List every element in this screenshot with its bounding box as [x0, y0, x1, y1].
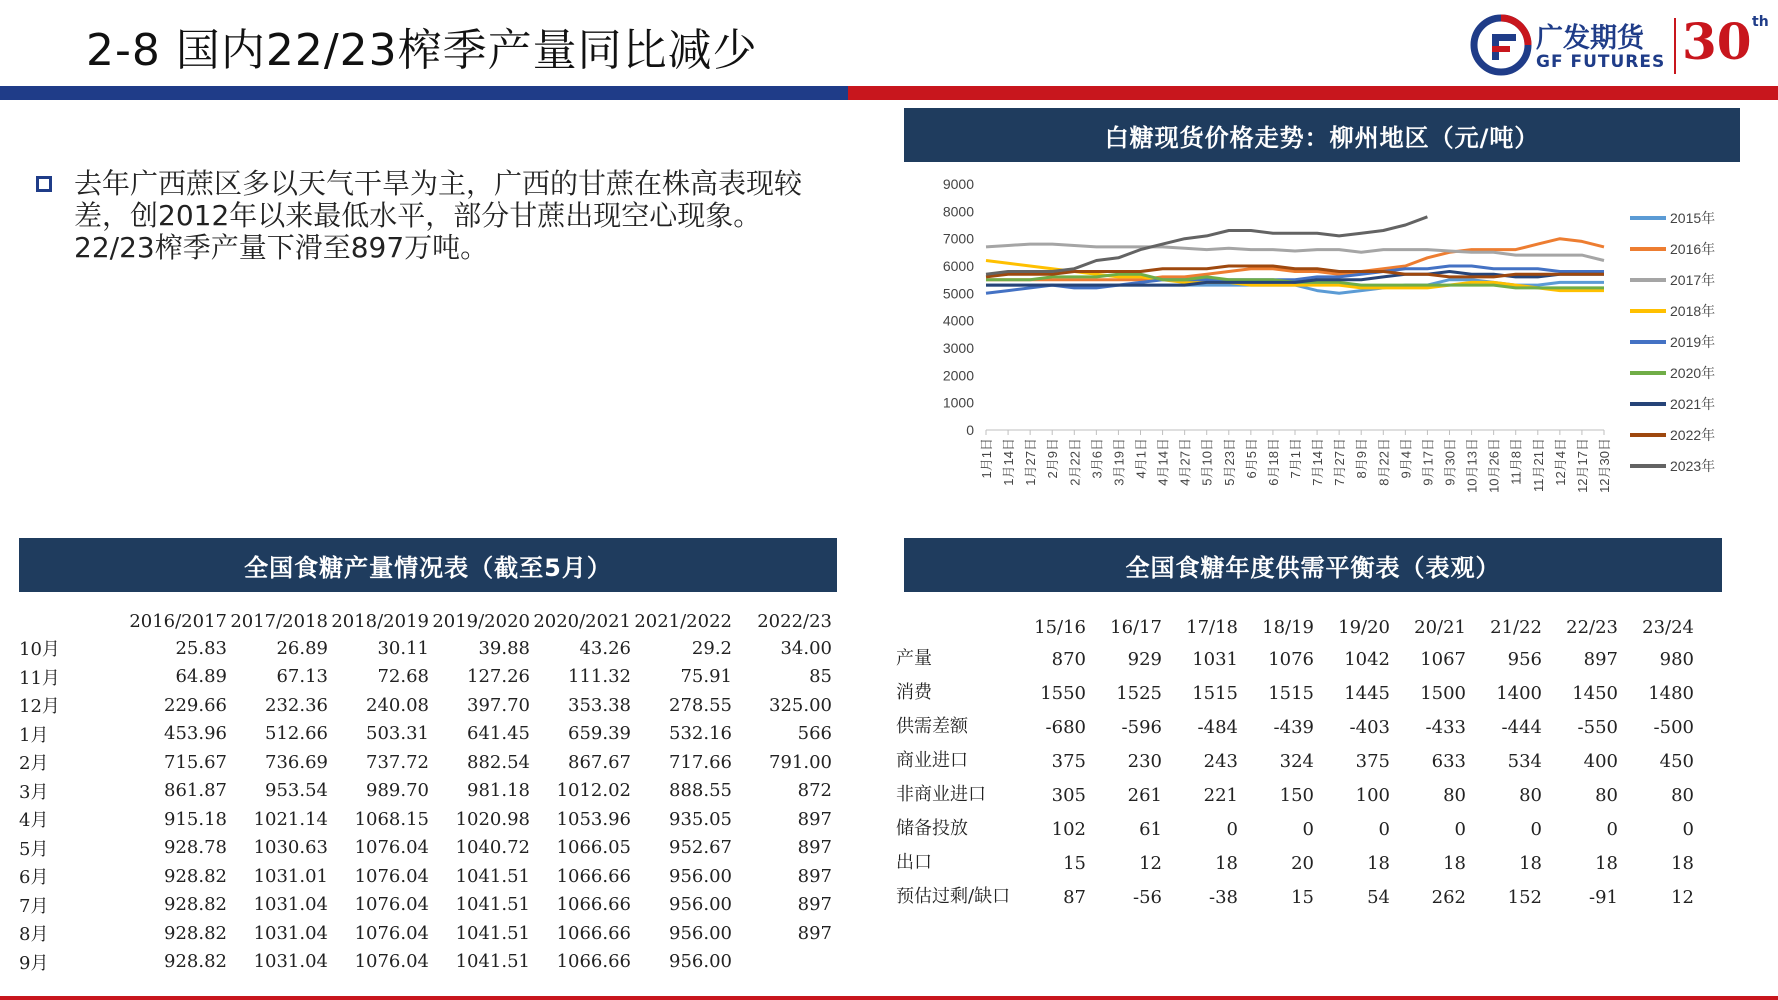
legend-label: 2016年: [1670, 241, 1716, 257]
table-cell: 0: [1530, 818, 1542, 840]
table-cell: 15: [1063, 852, 1086, 874]
balance-column-header: 16/17: [1110, 616, 1162, 638]
table-cell: 1480: [1648, 682, 1694, 704]
production-table-title: 全国食糖产量情况表（截至5月）: [19, 538, 837, 592]
table-cell: 34.00: [780, 637, 832, 659]
table-cell: 18: [1671, 852, 1694, 874]
table-cell: 897: [797, 922, 832, 944]
x-tick-label: 1月14日: [1001, 438, 1017, 486]
row-label: 商业进口: [896, 750, 968, 771]
table-cell: 25.83: [175, 637, 227, 659]
table-cell: 1042: [1344, 648, 1390, 670]
table-row: [896, 642, 1694, 676]
row-label: 4月: [19, 810, 49, 832]
y-tick-label: 8000: [942, 203, 974, 220]
table-cell: 915.18: [164, 808, 227, 830]
table-cell: 952.67: [669, 837, 732, 859]
table-cell: -444: [1501, 716, 1542, 738]
table-cell: 43.26: [579, 637, 631, 659]
table-row: [19, 919, 832, 948]
table-cell: 897: [797, 865, 832, 887]
brand-logo: [1470, 14, 1770, 78]
x-tick-label: 4月1日: [1133, 438, 1149, 479]
x-tick-label: 5月23日: [1221, 438, 1237, 486]
table-cell: 1021.14: [253, 808, 328, 830]
table-row: [896, 676, 1694, 710]
table-cell: 717.66: [669, 751, 732, 773]
header-stripe-blue: [0, 86, 848, 100]
table-cell: 375: [1355, 750, 1390, 772]
table-row: [19, 891, 832, 920]
row-label: 6月: [19, 867, 49, 889]
table-cell: 512.66: [265, 723, 328, 745]
table-cell: 956.00: [669, 894, 732, 916]
table-cell: 0: [1302, 818, 1314, 840]
footer-stripe: [0, 996, 1778, 1000]
legend-label: 2023年: [1670, 458, 1716, 474]
balance-column-header: 23/24: [1642, 616, 1694, 638]
row-label: 7月: [19, 895, 49, 917]
x-tick-label: 10月13日: [1464, 438, 1480, 493]
table-cell: 1040.72: [455, 837, 530, 859]
table-cell: 15: [1291, 886, 1314, 908]
x-tick-label: 8月9日: [1354, 438, 1370, 479]
table-cell: 1066.66: [556, 865, 631, 887]
table-cell: 353.38: [568, 694, 631, 716]
table-cell: 20: [1291, 852, 1314, 874]
table-row: [19, 777, 832, 806]
y-tick-label: 9000: [942, 176, 974, 192]
table-cell: 1041.51: [455, 865, 530, 887]
balance-column-header: 22/23: [1566, 616, 1618, 638]
table-cell: 1041.51: [455, 922, 530, 944]
row-label: 非商业进口: [896, 784, 986, 805]
x-tick-label: 1月27日: [1023, 438, 1039, 486]
anniversary-suffix: th: [1752, 14, 1769, 30]
logo-subtitle: GF FUTURES: [1536, 52, 1666, 72]
x-tick-label: 9月17日: [1420, 438, 1436, 486]
table-cell: 0: [1226, 818, 1238, 840]
table-cell: 18: [1215, 852, 1238, 874]
balance-column-header: 20/21: [1414, 616, 1466, 638]
table-cell: 1031.04: [253, 894, 328, 916]
table-cell: 1066.05: [556, 837, 631, 859]
table-cell: 867.67: [568, 751, 631, 773]
table-cell: 1076.04: [354, 951, 429, 973]
legend-label: 2019年: [1670, 334, 1716, 350]
production-table: [19, 608, 832, 976]
row-label: 消费: [896, 682, 932, 703]
table-cell: 12: [1139, 852, 1162, 874]
table-cell: 1030.63: [253, 837, 328, 859]
table-cell: 956: [1507, 648, 1542, 670]
header-stripe-red: [848, 86, 1778, 100]
table-cell: 1066.66: [556, 922, 631, 944]
gf-logo-icon: [1470, 14, 1532, 76]
x-tick-label: 4月27日: [1177, 438, 1193, 486]
row-label: 5月: [19, 838, 49, 860]
table-cell: 0: [1454, 818, 1466, 840]
page-title: 2-8 国内22/23榨季产量同比减少: [86, 25, 758, 76]
table-cell: 953.54: [265, 780, 328, 802]
table-cell: 85: [809, 666, 832, 688]
table-cell: 1076.04: [354, 837, 429, 859]
balance-column-header: [896, 612, 1014, 642]
table-cell: 928.82: [164, 951, 227, 973]
table-cell: 102: [1051, 818, 1086, 840]
table-cell: 715.67: [164, 751, 227, 773]
y-tick-label: 7000: [942, 230, 974, 247]
table-cell: -484: [1197, 716, 1238, 738]
table-cell: [732, 948, 832, 977]
logo-divider: [1674, 18, 1676, 74]
table-cell: 641.45: [467, 723, 530, 745]
table-cell: 18: [1595, 852, 1618, 874]
table-cell: 1031: [1192, 648, 1238, 670]
production-column-header: 2021/2022: [634, 610, 732, 632]
table-cell: 18: [1519, 852, 1542, 874]
table-cell: 18: [1443, 852, 1466, 874]
table-cell: 1450: [1572, 682, 1618, 704]
row-label: 9月: [19, 952, 49, 974]
production-column-header: [19, 608, 109, 634]
row-label: 储备投放: [896, 818, 968, 839]
table-cell: 956.00: [669, 865, 732, 887]
table-cell: 1031.04: [253, 922, 328, 944]
x-tick-label: 3月6日: [1089, 438, 1105, 479]
x-tick-label: 4月14日: [1155, 438, 1171, 486]
table-cell: 882.54: [467, 751, 530, 773]
production-column-header: 2018/2019: [331, 610, 429, 632]
table-cell: 400: [1583, 750, 1618, 772]
table-cell: -596: [1121, 716, 1162, 738]
table-cell: 0: [1606, 818, 1618, 840]
table-cell: 737.72: [366, 751, 429, 773]
table-cell: 897: [1583, 648, 1618, 670]
table-cell: 928.78: [164, 837, 227, 859]
table-row: [19, 663, 832, 692]
table-cell: 453.96: [164, 723, 227, 745]
table-cell: 152: [1507, 886, 1542, 908]
x-tick-label: 7月1日: [1288, 438, 1303, 479]
x-tick-label: 11月21日: [1530, 438, 1546, 492]
table-row: [19, 634, 832, 663]
table-cell: -38: [1209, 886, 1238, 908]
table-cell: 150: [1279, 784, 1314, 806]
x-tick-label: 7月27日: [1332, 438, 1348, 486]
table-cell: 232.36: [265, 694, 328, 716]
production-column-header: 2016/2017: [129, 610, 227, 632]
table-cell: 72.68: [377, 666, 429, 688]
balance-column-header: 18/19: [1262, 616, 1314, 638]
table-cell: 397.70: [467, 694, 530, 716]
table-cell: 0: [1682, 818, 1694, 840]
table-row: [19, 948, 832, 977]
table-row: [896, 880, 1694, 914]
series-line: [986, 244, 1604, 260]
table-cell: 1053.96: [556, 808, 631, 830]
y-tick-label: 2000: [942, 367, 974, 384]
table-cell: 29.2: [691, 637, 732, 659]
x-tick-label: 12月4日: [1552, 438, 1568, 486]
anniversary-number: 30: [1682, 12, 1752, 71]
row-label: 11月: [19, 667, 60, 689]
table-cell: 897: [797, 894, 832, 916]
x-tick-label: 2月22日: [1067, 438, 1083, 486]
table-cell: 956.00: [669, 951, 732, 973]
table-cell: 659.39: [568, 723, 631, 745]
row-label: 12月: [19, 696, 60, 718]
table-cell: 935.05: [669, 808, 732, 830]
balance-header-row: [896, 612, 1694, 642]
x-tick-label: 11月8日: [1508, 438, 1524, 485]
production-column-header: 2020/2021: [533, 610, 631, 632]
table-cell: 1068.15: [354, 808, 429, 830]
production-column-header: 2022/23: [757, 610, 832, 632]
chart-title: 白糖现货价格走势：柳州地区（元/吨）: [904, 108, 1740, 162]
balance-column-header: 21/22: [1490, 616, 1542, 638]
table-cell: 1041.51: [455, 894, 530, 916]
production-header-row: [19, 608, 832, 634]
table-cell: 1031.01: [253, 865, 328, 887]
table-cell: -500: [1653, 716, 1694, 738]
table-cell: 791.00: [769, 751, 832, 773]
bullet-square-icon: [36, 176, 52, 192]
table-cell: 503.31: [366, 723, 429, 745]
table-cell: 243: [1203, 750, 1238, 772]
table-cell: 1041.51: [455, 951, 530, 973]
table-cell: 61: [1139, 818, 1162, 840]
table-cell: 1076: [1268, 648, 1314, 670]
legend-label: 2022年: [1670, 427, 1716, 443]
table-cell: -91: [1589, 886, 1618, 908]
table-cell: 230: [1127, 750, 1162, 772]
row-label: 1月: [19, 724, 49, 746]
y-tick-label: 3000: [942, 340, 974, 356]
table-cell: 1525: [1116, 682, 1162, 704]
x-tick-label: 10月26日: [1486, 438, 1502, 493]
table-cell: 1550: [1040, 682, 1086, 704]
table-cell: -403: [1349, 716, 1390, 738]
table-cell: 80: [1519, 784, 1542, 806]
table-cell: 80: [1443, 784, 1466, 806]
table-cell: 54: [1367, 886, 1390, 908]
table-cell: 1066.66: [556, 894, 631, 916]
table-cell: 375: [1051, 750, 1086, 772]
table-cell: 1400: [1496, 682, 1542, 704]
table-cell: 87: [1063, 886, 1086, 908]
table-cell: 30.11: [377, 637, 429, 659]
table-cell: 278.55: [669, 694, 732, 716]
logo-text: 广发期货: [1536, 23, 1644, 54]
row-label: 8月: [19, 924, 49, 946]
table-cell: 450: [1659, 750, 1694, 772]
balance-column-header: 15/16: [1034, 616, 1086, 638]
table-row: [19, 862, 832, 891]
table-cell: 929: [1127, 648, 1162, 670]
table-cell: 888.55: [669, 780, 732, 802]
balance-column-header: 17/18: [1186, 616, 1238, 638]
table-cell: 861.87: [164, 780, 227, 802]
row-label: 10月: [19, 639, 60, 661]
table-cell: 1515: [1192, 682, 1238, 704]
table-cell: 1066.66: [556, 951, 631, 973]
table-cell: 928.82: [164, 922, 227, 944]
table-row: [19, 748, 832, 777]
table-cell: 872: [797, 780, 832, 802]
table-row: [896, 846, 1694, 880]
table-cell: 981.18: [467, 780, 530, 802]
table-cell: 127.26: [467, 666, 530, 688]
y-tick-label: 5000: [942, 285, 974, 302]
table-cell: 1076.04: [354, 922, 429, 944]
x-tick-label: 6月18日: [1265, 438, 1281, 486]
balance-table: [896, 612, 1694, 914]
table-cell: 1012.02: [556, 780, 631, 802]
row-label: 3月: [19, 781, 49, 803]
y-tick-label: 4000: [942, 312, 974, 329]
balance-table-title: 全国食糖年度供需平衡表（表观）: [904, 538, 1722, 592]
table-cell: 100: [1355, 784, 1390, 806]
table-cell: 262: [1431, 886, 1466, 908]
x-tick-label: 12月17日: [1574, 438, 1590, 493]
table-cell: 928.82: [164, 894, 227, 916]
x-tick-label: 2月9日: [1045, 438, 1061, 479]
legend-label: 2020年: [1670, 365, 1716, 381]
table-cell: 261: [1127, 784, 1162, 806]
row-label: 出口: [896, 852, 932, 873]
row-label: 产量: [896, 648, 932, 669]
table-cell: 870: [1051, 648, 1086, 670]
balance-column-header: 19/20: [1338, 616, 1390, 638]
table-cell: 989.70: [366, 780, 429, 802]
table-cell: 928.82: [164, 865, 227, 887]
table-cell: 75.91: [680, 666, 732, 688]
y-tick-label: 0: [966, 422, 974, 438]
table-cell: 67.13: [276, 666, 328, 688]
table-cell: -550: [1577, 716, 1618, 738]
table-cell: 633: [1431, 750, 1466, 772]
table-cell: 64.89: [175, 666, 227, 688]
table-cell: 1067: [1420, 648, 1466, 670]
x-tick-label: 3月19日: [1111, 438, 1127, 486]
table-cell: 1020.98: [455, 808, 530, 830]
table-row: [19, 691, 832, 720]
table-cell: 566: [797, 723, 832, 745]
table-cell: 325.00: [769, 694, 832, 716]
table-cell: 897: [797, 837, 832, 859]
x-tick-label: 9月4日: [1398, 438, 1414, 479]
table-cell: 26.89: [276, 637, 328, 659]
table-cell: 240.08: [366, 694, 429, 716]
price-line-chart: [904, 172, 1740, 512]
production-column-header: 2019/2020: [432, 610, 530, 632]
y-tick-label: 1000: [942, 394, 974, 411]
table-cell: 18: [1367, 852, 1390, 874]
table-cell: 956.00: [669, 922, 732, 944]
y-tick-label: 6000: [942, 258, 974, 274]
legend-label: 2015年: [1670, 210, 1716, 226]
row-label: 供需差额: [896, 716, 968, 737]
x-tick-label: 6月5日: [1243, 438, 1259, 479]
table-cell: 80: [1595, 784, 1618, 806]
table-cell: 1076.04: [354, 894, 429, 916]
table-cell: 532.16: [669, 723, 732, 745]
table-cell: 39.88: [478, 637, 530, 659]
legend-label: 2017年: [1670, 272, 1716, 288]
table-cell: 980: [1659, 648, 1694, 670]
table-cell: 1031.04: [253, 951, 328, 973]
table-row: [896, 812, 1694, 846]
table-cell: 1445: [1344, 682, 1390, 704]
x-tick-label: 1月1日: [979, 438, 994, 479]
table-cell: 221: [1203, 784, 1238, 806]
table-cell: 111.32: [568, 666, 631, 688]
table-row: [19, 834, 832, 863]
x-tick-label: 8月22日: [1376, 438, 1392, 486]
table-cell: 229.66: [164, 694, 227, 716]
table-cell: -56: [1133, 886, 1162, 908]
x-tick-label: 5月10日: [1199, 438, 1215, 486]
row-label: 预估过剩/缺口: [896, 886, 1011, 907]
row-label: 2月: [19, 753, 49, 775]
legend-label: 2021年: [1670, 396, 1716, 412]
x-tick-label: 9月30日: [1442, 438, 1458, 486]
x-tick-label: 12月30日: [1597, 438, 1612, 493]
table-cell: -680: [1045, 716, 1086, 738]
table-row: [896, 778, 1694, 812]
table-cell: 1515: [1268, 682, 1314, 704]
table-cell: 305: [1051, 784, 1086, 806]
table-cell: 534: [1507, 750, 1542, 772]
table-cell: 736.69: [265, 751, 328, 773]
table-cell: 1076.04: [354, 865, 429, 887]
table-cell: -439: [1273, 716, 1314, 738]
table-cell: 1500: [1420, 682, 1466, 704]
legend-label: 2018年: [1670, 303, 1716, 319]
table-row: [896, 744, 1694, 778]
table-cell: -433: [1425, 716, 1466, 738]
production-column-header: 2017/2018: [230, 610, 328, 632]
table-row: [896, 710, 1694, 744]
table-cell: 897: [797, 808, 832, 830]
table-cell: 80: [1671, 784, 1694, 806]
table-cell: 12: [1671, 886, 1694, 908]
table-cell: 0: [1378, 818, 1390, 840]
table-row: [19, 805, 832, 834]
x-tick-label: 7月14日: [1310, 438, 1326, 486]
table-cell: 324: [1279, 750, 1314, 772]
table-row: [19, 720, 832, 749]
bullet-text: 去年广西蔗区多以天气干旱为主，广西的甘蔗在株高表现较差，创2012年以来最低水平，部分甘蔗出现空心现象。22/23榨季产量下滑至897万吨。: [74, 167, 803, 264]
